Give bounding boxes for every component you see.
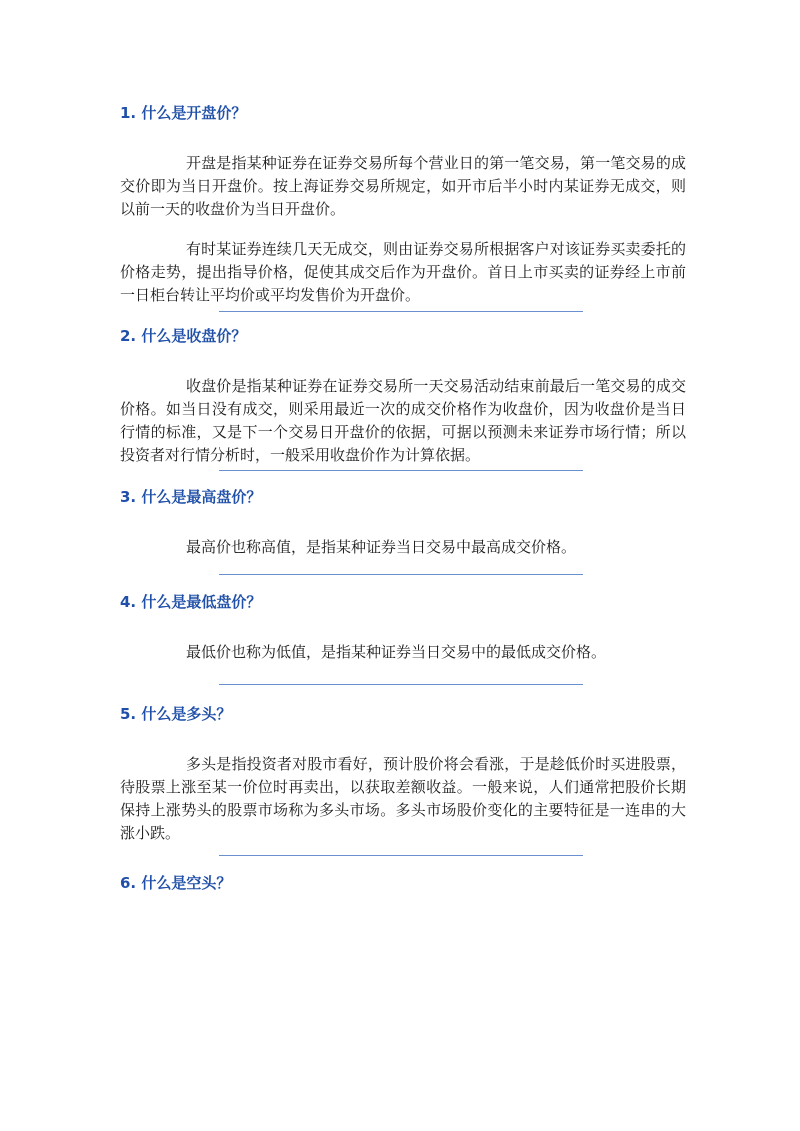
section-paragraph: 多头是指投资者对股市看好，预计股价将会看涨，于是趁低价时买进股票，待股票上涨至某一价位时再卖出，以获取差额收益。一般来说，人们通常把股价长期保持上涨势头的股票市场称为多头市场。多头市场股价变化的主要特征是一连串的大涨小跌。 bbox=[120, 755, 686, 842]
section-2 bbox=[120, 326, 686, 467]
section-heading: 1. 什么是开盘价？ bbox=[120, 104, 247, 122]
section-heading: 6. 什么是空头？ bbox=[120, 874, 232, 892]
section-heading: 3. 什么是最高盘价？ bbox=[120, 488, 262, 506]
section-paragraph: 有时某证券连续几天无成交，则由证券交易所根据客户对该证券买卖委托的价格走势，提出指导价格，促使其成交后作为开盘价。首日上市买卖的证券经上市前一日柜台转让平均价或平均发售价为开盘价。 bbox=[120, 240, 686, 304]
section-paragraph: 开盘是指某种证券在证券交易所每个营业日的第一笔交易，第一笔交易的成交价即为当日开盘价。按上海证券交易所规定，如开市后半小时内某证券无成交，则以前一天的收盘价为当日开盘价。 bbox=[120, 154, 686, 218]
section-heading: 2. 什么是收盘价？ bbox=[120, 327, 247, 345]
section-3 bbox=[120, 487, 686, 559]
section-divider bbox=[219, 855, 583, 856]
section-heading: 5. 什么是多头？ bbox=[120, 705, 232, 723]
section-divider bbox=[219, 311, 583, 312]
section-paragraph: 收盘价是指某种证券在证券交易所一天交易活动结束前最后一笔交易的成交价格。如当日没有成交，则采用最近一次的成交价格作为收盘价，因为收盘价是当日行情的标准，又是下一个交易日开盘价的依据，可据以预测未来证券市场行情；所以投资者对行情分析时，一般采用收盘价作为计算依据。 bbox=[120, 377, 686, 464]
section-5 bbox=[120, 704, 686, 845]
section-divider bbox=[219, 684, 583, 685]
section-divider bbox=[219, 574, 583, 575]
section-1 bbox=[120, 103, 686, 307]
section-divider bbox=[219, 470, 583, 471]
section-heading: 4. 什么是最低盘价？ bbox=[120, 593, 262, 611]
section-paragraph: 最低价也称为低值，是指某种证券当日交易中的最低成交价格。 bbox=[186, 643, 607, 661]
section-4 bbox=[120, 592, 686, 664]
section-6 bbox=[120, 873, 686, 893]
section-paragraph: 最高价也称高值，是指某种证券当日交易中最高成交价格。 bbox=[186, 538, 577, 556]
